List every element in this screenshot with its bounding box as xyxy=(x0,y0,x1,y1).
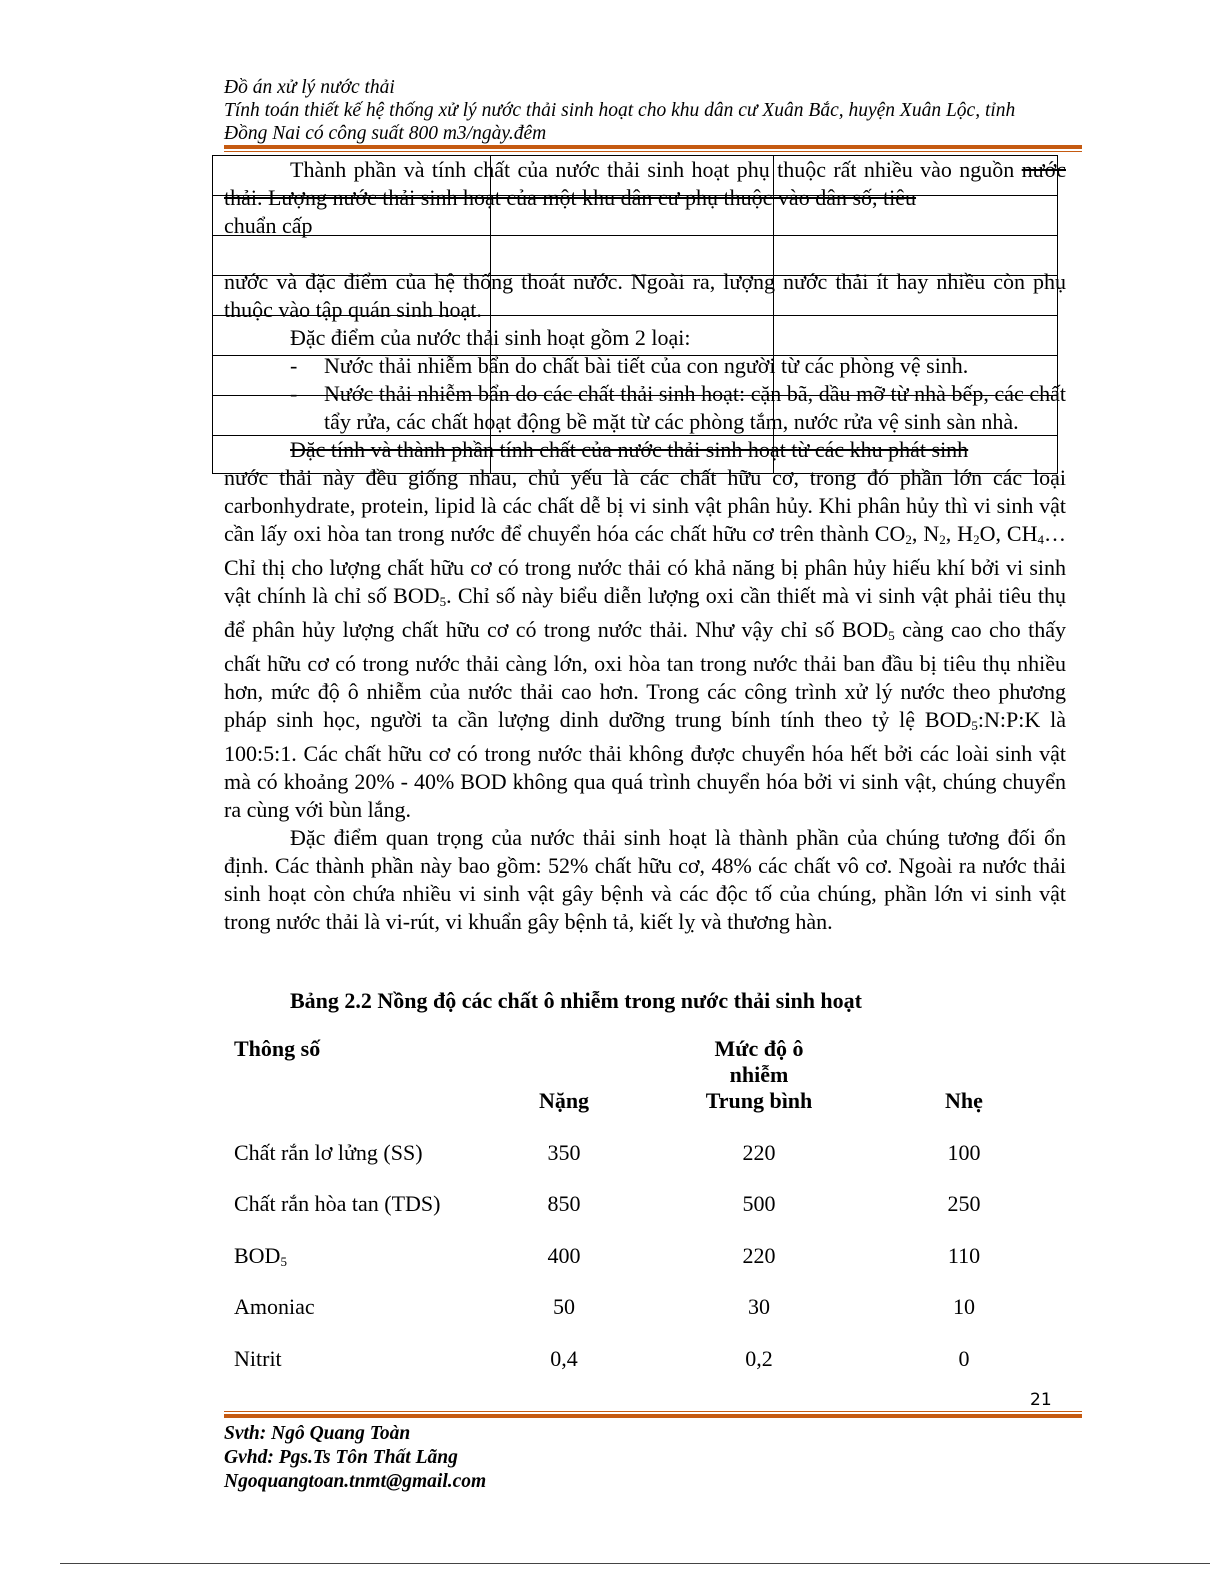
footer-email: Ngoquangtoan.tnmt@gmail.com xyxy=(224,1471,487,1492)
page-number: 21 xyxy=(1030,1390,1052,1410)
value-medium: 30 xyxy=(748,1294,770,1319)
param-name: Amoniac xyxy=(234,1294,315,1319)
value-light: 0 xyxy=(958,1346,970,1371)
bullet-dash: - xyxy=(290,381,298,406)
table-row xyxy=(224,1294,1084,1324)
subscript: 5 xyxy=(280,1254,287,1269)
paragraph-1-tail: chuẩn cấp xyxy=(224,213,313,238)
table-row xyxy=(224,1140,1084,1170)
value-heavy: 0,4 xyxy=(550,1346,578,1371)
param-name: Nitrit xyxy=(234,1346,282,1371)
param-name: Chất rắn lơ lửng (SS) xyxy=(234,1140,423,1165)
col-light-header: Nhẹ xyxy=(945,1088,983,1113)
param-name xyxy=(234,1243,287,1270)
bullet-1 xyxy=(224,352,1066,380)
table-row xyxy=(224,1243,1084,1273)
value-light: 10 xyxy=(953,1294,975,1319)
bullet-2 xyxy=(224,380,1066,436)
value-light: 100 xyxy=(947,1140,981,1165)
table-row xyxy=(224,1346,1084,1376)
paragraph-4-part-7: càng cao cho thấy chất hữu cơ có trong nước thải càng lớn, oxi hòa tan trong nước thải ban đầu bị tiêu thụ nhiều hơn, mức độ ô nhiễm của nước thải cao hơn. Trong các công trình xử lý nước theo phương pháp sinh học, người ta cần lượng dinh dưỡng trung bính tính theo tỷ lệ BOD xyxy=(224,617,1066,732)
paragraph-1-line-1: Thành phần và tính chất của nước thải sinh hoạt phụ thuộc rất nhiều vào nguồn xyxy=(290,157,1022,182)
col-medium-header: Trung bình xyxy=(705,1088,813,1113)
level-header: Mức độ ô nhiễm xyxy=(714,1036,804,1087)
subscript: 2 xyxy=(973,532,980,547)
page-bottom-divider xyxy=(60,1563,1210,1564)
footer-rule xyxy=(224,1411,1082,1418)
paragraph-4 xyxy=(224,464,1066,824)
paragraph-4-part-1: nước thải này đều giống nhau, chủ yếu là các chất hữu cơ, trong đó phần lớn các loại carbonhydrate, protein, lipid là các chất dễ bị vi sinh vật phân hủy. Khi phân hủy thì vi sinh vật cần lấy oxi hòa tan trong nước để chuyển hóa các chất hữu cơ trên thành CO xyxy=(224,465,1066,546)
paragraph-4-part-5: … Chỉ thị cho lượng chất hữu cơ có trong nước thải có khả năng bị phân hủy hiếu khí bởi vi sinh vật chính là chỉ số BOD xyxy=(224,521,1066,608)
bullet-2-text: Nước thải nhiễm bẩn do các chất thải sinh hoạt: cặn bã, dầu mỡ từ nhà bếp, các chất tẩy rửa, các chất hoạt động bề mặt từ các phòng tắm, nước rửa vệ sinh sàn nhà. xyxy=(324,381,1066,434)
value-light: 250 xyxy=(947,1191,981,1216)
param-name-text: BOD xyxy=(234,1243,281,1268)
paragraph-1-line-2: nước thải. Lượng nước thải sinh hoạt của một khu dân cư phụ thuộc vào dân số, tiêu xyxy=(224,157,1066,210)
paragraph-4-part-4: O, CH xyxy=(979,521,1038,546)
value-medium: 220 xyxy=(742,1140,776,1165)
footer-advisor: Gvhd: Pgs.Ts Tôn Thất Lãng xyxy=(224,1447,458,1468)
paragraph-2: nước và đặc điểm của hệ thống thoát nước. Ngoài ra, lượng nước thải ít hay nhiều còn phụ thuộc vào tập quán sinh hoạt. xyxy=(224,269,1066,322)
subscript: 2 xyxy=(939,532,946,547)
header-rule xyxy=(224,145,1082,152)
blank-line xyxy=(224,240,1066,268)
table-header-row-1 xyxy=(224,1036,1084,1087)
value-medium: 220 xyxy=(742,1243,776,1268)
value-heavy: 50 xyxy=(553,1294,575,1319)
value-light: 110 xyxy=(947,1243,981,1268)
paragraph-4-part-3: , H xyxy=(945,521,974,546)
table-caption: Bảng 2.2 Nồng độ các chất ô nhiễm trong nước thải sinh hoạt xyxy=(290,988,862,1013)
param-header: Thông số xyxy=(234,1036,321,1061)
page-header xyxy=(224,76,1084,145)
paragraph-4-part-6: . Chỉ số này biểu diễn lượng oxi cần thiết mà vi sinh vật phải tiêu thụ để phân hủy lượng chất hữu cơ có trong nước thải. Như vậy chỉ số BOD xyxy=(224,583,1066,642)
subscript: 5 xyxy=(971,718,978,733)
bullet-1-text: Nước thải nhiễm bẩn do chất bài tiết của con người từ các phòng vệ sinh. xyxy=(324,353,969,378)
col-heavy-header: Nặng xyxy=(538,1088,590,1113)
header-line-3: Đồng Nai có công suất 800 m3/ngày.đêm xyxy=(224,123,547,144)
paragraph-1 xyxy=(224,156,1066,212)
value-heavy: 350 xyxy=(547,1140,581,1165)
table-row xyxy=(224,1191,1084,1221)
header-line-2: Tính toán thiết kế hệ thống xử lý nước thải sinh hoạt cho khu dân cư Xuân Bắc, huyện Xuân Lộc, tỉnh xyxy=(224,100,1016,121)
subscript: 4 xyxy=(1037,532,1044,547)
page-footer xyxy=(224,1422,486,1494)
subscript: 5 xyxy=(439,594,447,609)
bullet-dash: - xyxy=(290,353,298,378)
value-medium: 500 xyxy=(742,1191,776,1216)
value-medium: 0,2 xyxy=(745,1346,773,1371)
param-name: Chất rắn hòa tan (TDS) xyxy=(234,1191,441,1216)
paragraph-4-line-1: Đặc tính và thành phần tính chất của nước thải sinh hoạt từ các khu phát sinh xyxy=(290,437,969,462)
subscript: 5 xyxy=(888,628,895,643)
header-line-1: Đồ án xử lý nước thải xyxy=(224,77,395,98)
body-text xyxy=(224,156,1066,936)
paragraph-4-part-8: :N:P:K là 100:5:1. Các chất hữu cơ có trong nước thải không được chuyển hóa hết bởi các loài sinh vật mà có khoảng 20% - 40% BOD không qua quá trình chuyển hóa bởi vi sinh vật, chúng chuyển ra cùng với bùn lắng. xyxy=(224,707,1066,822)
value-heavy: 400 xyxy=(547,1243,581,1268)
paragraph-3: Đặc điểm của nước thải sinh hoạt gồm 2 loại: xyxy=(290,325,691,350)
paragraph-5: Đặc điểm quan trọng của nước thải sinh hoạt là thành phần của chúng tương đối ổn định. Các thành phần này bao gồm: 52% chất hữu cơ, 48% các chất vô cơ. Ngoài ra nước thải sinh hoạt còn chứa nhiều vi sinh vật gây bệnh và các độc tố của chúng, phần lớn vi sinh vật trong nước thải là vi-rút, vi khuẩn gây bệnh tả, kiết lỵ và thương hàn. xyxy=(224,825,1066,934)
subscript: 2 xyxy=(905,532,912,547)
table-header-row-2 xyxy=(224,1088,1084,1118)
paragraph-4-part-2: , N xyxy=(911,521,940,546)
footer-student: Svth: Ngô Quang Toàn xyxy=(224,1423,411,1444)
value-heavy: 850 xyxy=(547,1191,581,1216)
